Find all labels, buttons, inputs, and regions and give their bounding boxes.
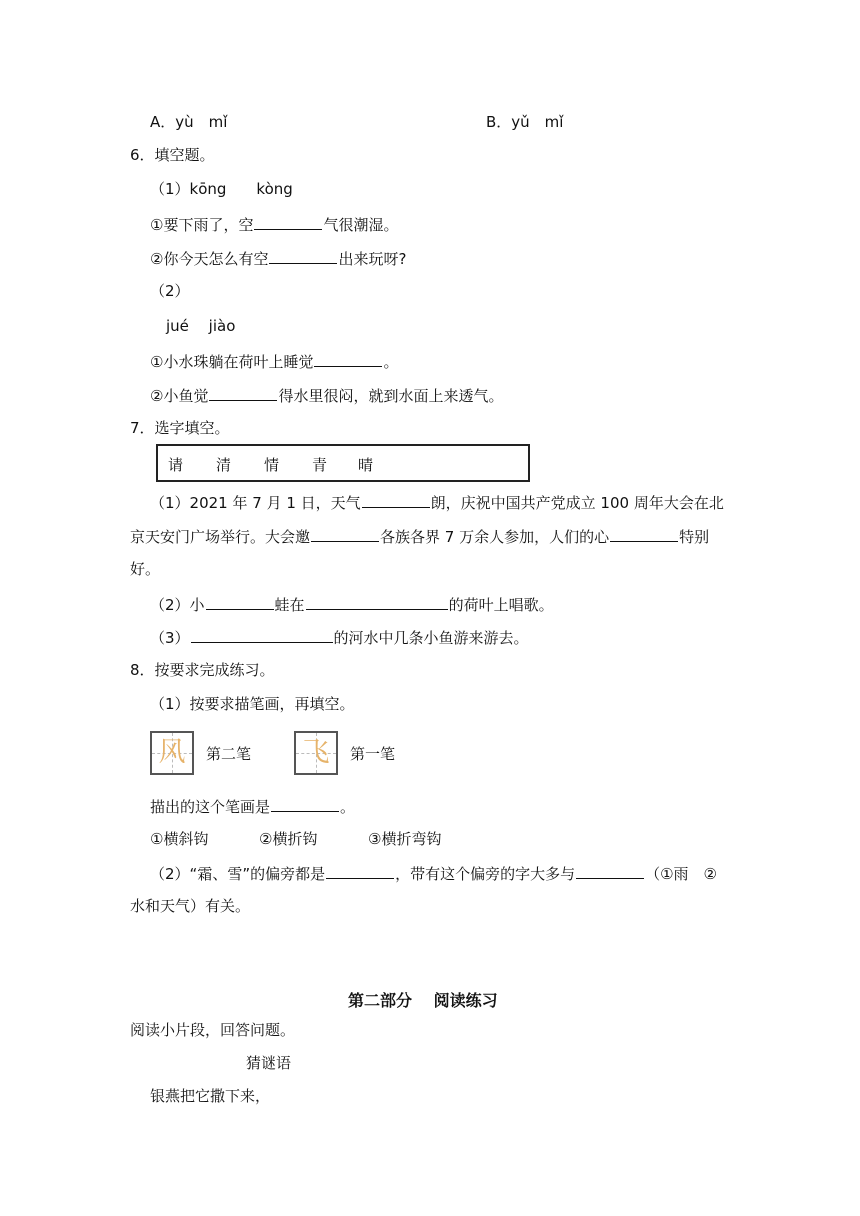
text: 。 [340,798,356,816]
text: 朗，庆祝中国共产党成立 100 周年大会在北 [430,494,724,512]
answer-blank[interactable] [269,247,337,264]
text: （2）小 [150,596,205,614]
answer-blank[interactable] [191,626,333,643]
text: 。 [383,353,399,371]
tile1-label: 第二笔 [206,745,252,763]
text: 气很潮湿。 [323,216,399,234]
answer-blank[interactable] [209,384,277,401]
text: 描出的这个笔画是 [150,798,271,816]
q7-sentence-1-end: 好。 [130,560,161,578]
q6-sentence-1 [150,213,398,235]
text: ①要下雨了，空 [150,216,254,234]
choice-char: 青 [312,456,328,474]
text: ①小水珠躺在荷叶上睡觉 [150,353,314,371]
q7-sentence-1 [150,491,724,513]
q7-sentence-1-cont [130,525,709,547]
text: ，带有这个偏旁的字大多与 [395,865,576,883]
text: 得水里很闷，就到水面上来透气。 [278,387,504,405]
text: （1）2021 年 7 月 1 日，天气 [150,494,361,512]
q8-option-3: ③横折弯钩 [368,830,442,848]
stroke-character: 风 [158,737,186,768]
text: 蛙在 [274,596,305,614]
character-tile-feng [150,731,194,775]
question-6-title: 6．填空题。 [130,146,215,164]
answer-blank[interactable] [362,491,430,508]
q6-part2-pinyin: jué jiào [166,317,236,335]
answer-blank[interactable] [306,593,448,610]
text: 京天安门广场举行。大会邀 [130,528,311,546]
question-7-title: 7．选字填空。 [130,419,230,437]
q6-part1-pinyin: （1）kōng kòng [150,180,293,198]
choice-char: 请 [168,456,184,474]
text: 出来玩呀? [338,250,407,268]
text: （3） [150,629,190,647]
answer-blank[interactable] [314,350,382,367]
choice-char: 晴 [358,456,374,474]
riddle-line-1: 银燕把它撒下来， [150,1087,271,1105]
q8-part2 [150,862,717,884]
option-b: B．yǔ mǐ [486,113,564,131]
q7-sentence-2 [150,593,554,615]
choice-char: 清 [216,456,232,474]
q7-sentence-3 [150,626,529,648]
question-8-title: 8．按要求完成练习。 [130,661,275,679]
q8-part1: （1）按要求描笔画，再填空。 [150,695,355,713]
tile2-label: 第一笔 [350,745,396,763]
text: 的河水中几条小鱼游来游去。 [333,629,529,647]
text: 特别 [679,528,710,546]
character-tile-fei [294,731,338,775]
q6-part2-label: （2） [150,282,190,300]
text: ②你今天怎么有空 [150,250,269,268]
choice-char: 情 [264,456,280,474]
text: （2）“霜、雪”的偏旁都是 [150,865,326,883]
q8-option-1: ①横斜钩 [150,830,209,848]
stroke-character: 飞 [302,737,330,768]
answer-blank[interactable] [206,593,274,610]
option-a: A．yù mǐ [150,113,228,131]
text: ②小鱼觉 [150,387,209,405]
q6-sentence-3 [150,350,398,372]
word-choice-box [156,444,530,482]
answer-blank[interactable] [326,862,394,879]
q6-sentence-4 [150,384,503,406]
text: （①雨 ② [645,865,718,883]
text: 的荷叶上唱歌。 [448,596,554,614]
riddle-title: 猜谜语 [246,1054,292,1072]
text: 各族各界 7 万余人参加，人们的心 [380,528,610,546]
reading-intro: 阅读小片段，回答问题。 [130,1021,296,1039]
q8-part2-cont: 水和天气）有关。 [130,897,251,915]
answer-blank[interactable] [271,795,339,812]
section-title: 第二部分 阅读练习 [348,991,498,1010]
q8-stroke-fill [150,795,355,817]
answer-blank[interactable] [254,213,322,230]
answer-blank[interactable] [610,525,678,542]
answer-blank[interactable] [576,862,644,879]
answer-blank[interactable] [311,525,379,542]
q8-option-2: ②横折钩 [259,830,318,848]
q6-sentence-2 [150,247,406,269]
